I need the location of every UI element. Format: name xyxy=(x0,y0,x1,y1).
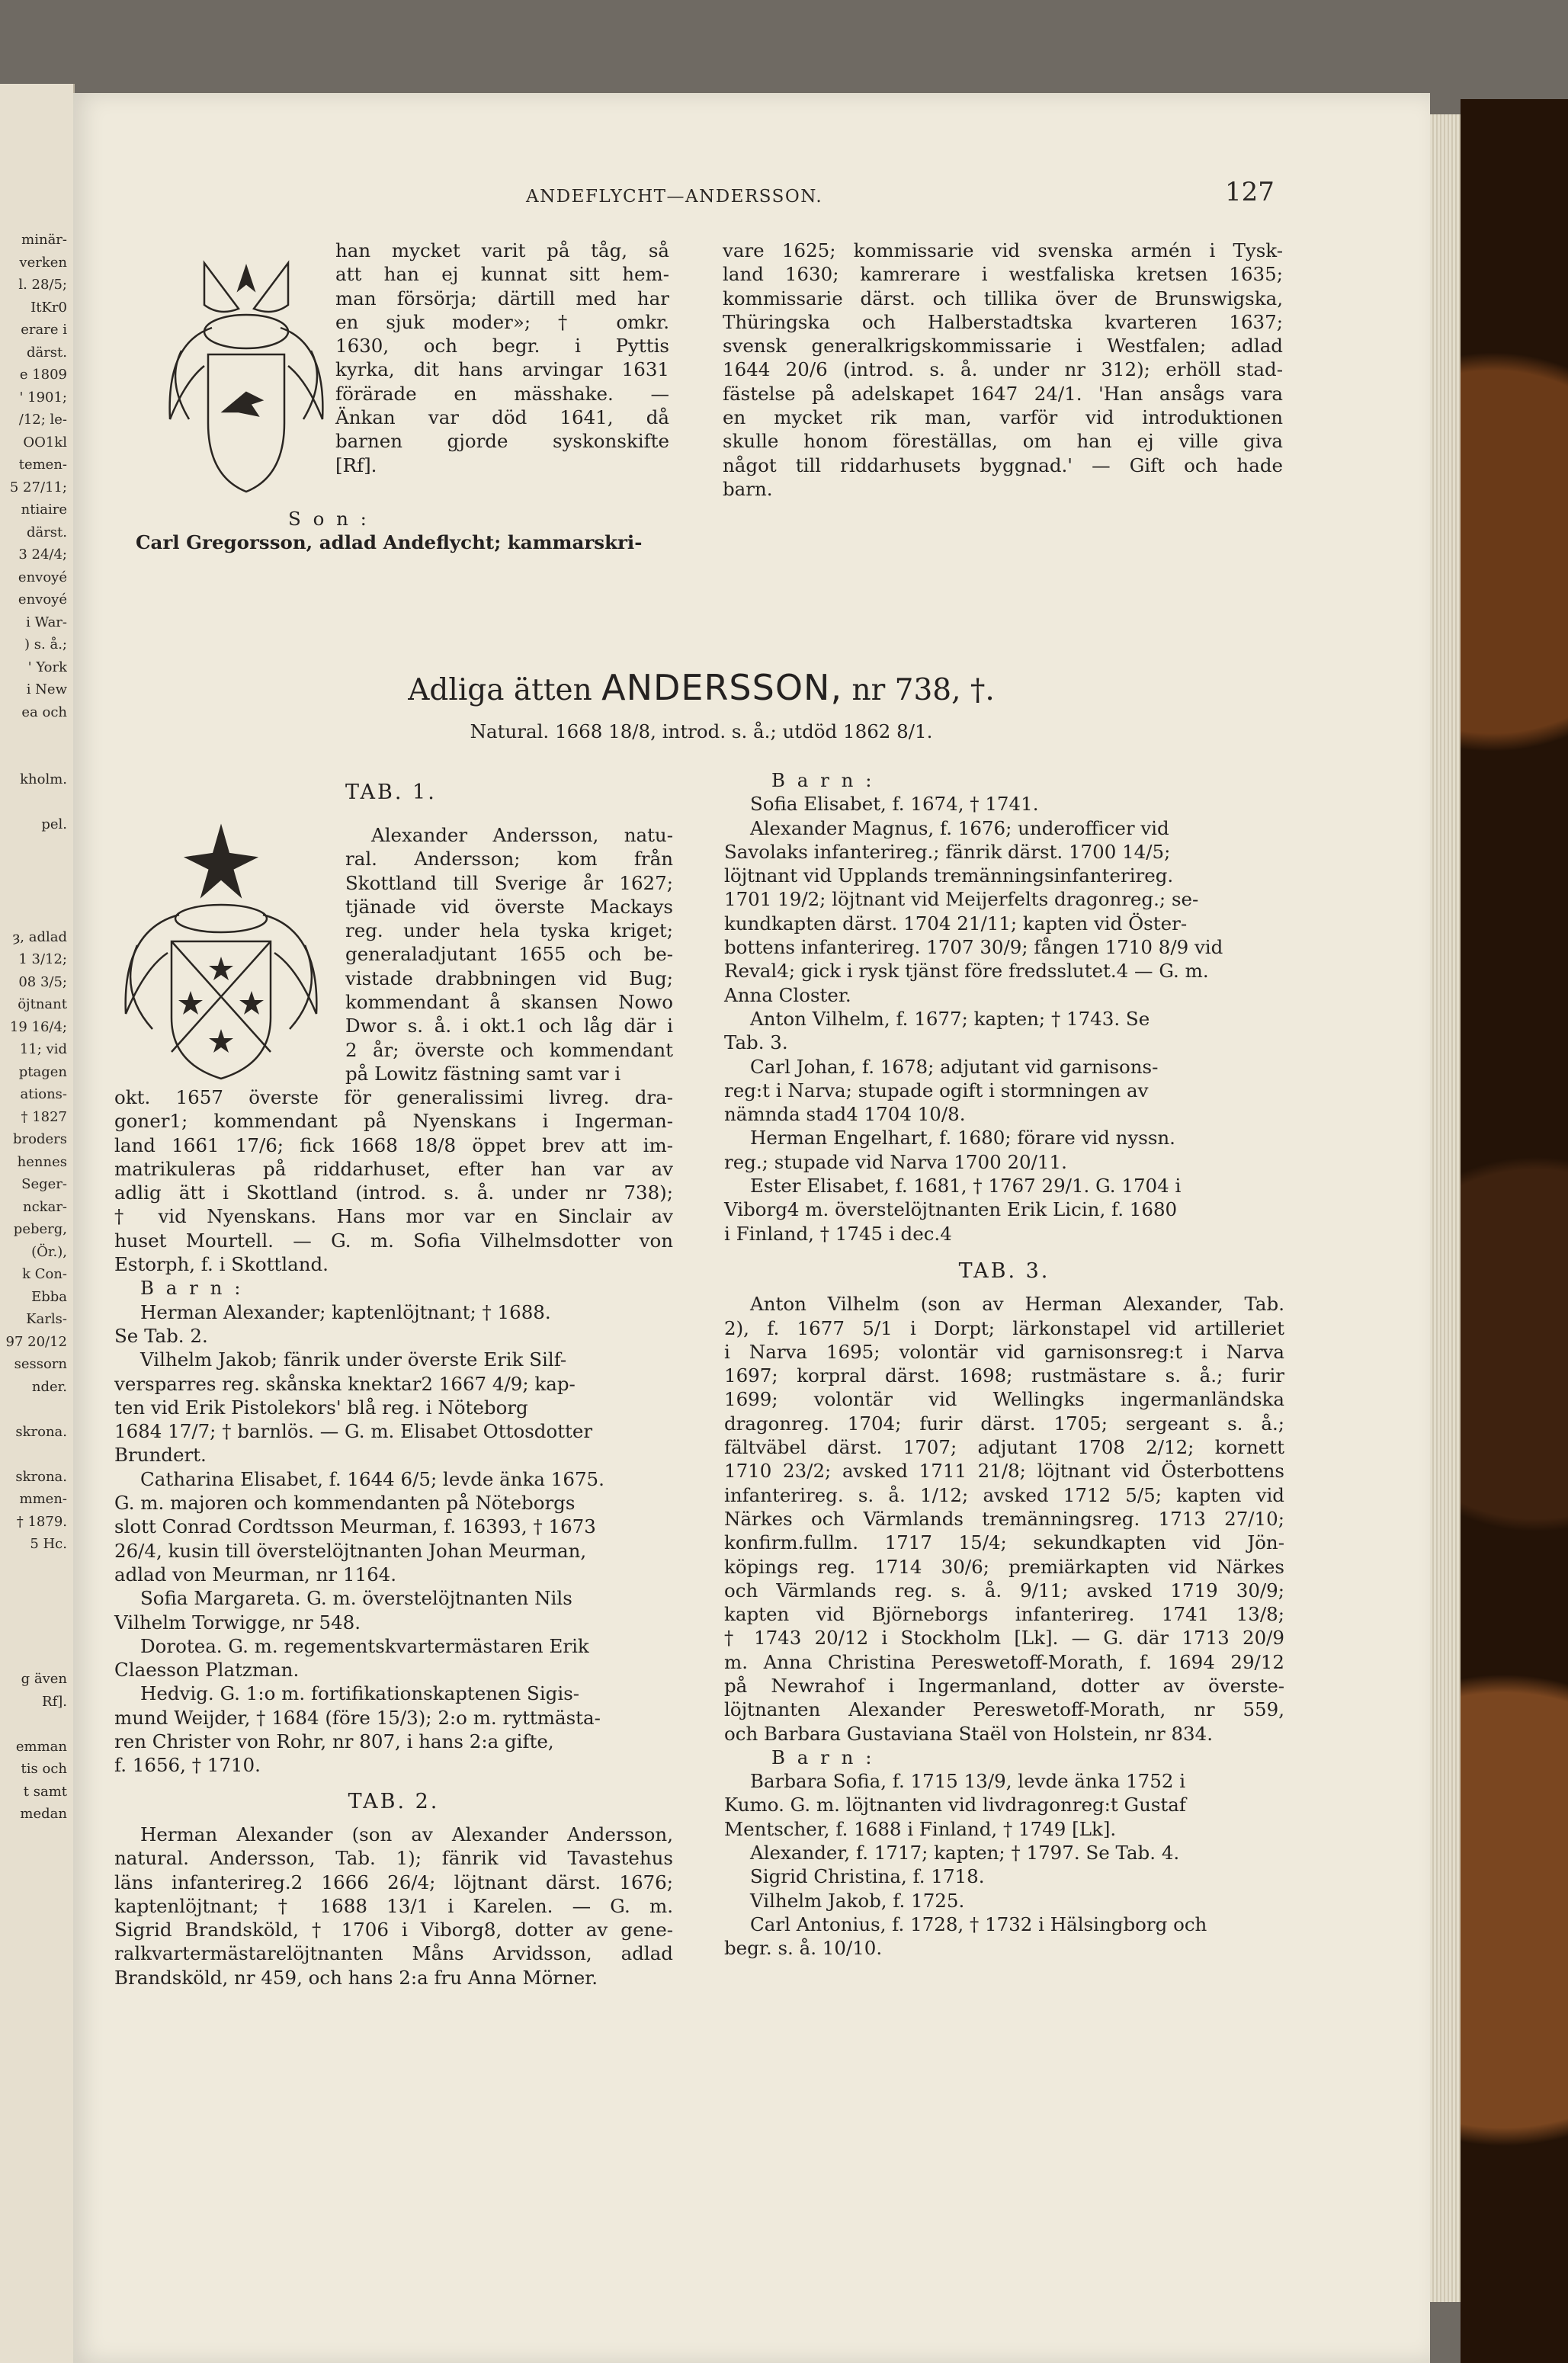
child-entry: Vilhelm Torwigge, nr 548. xyxy=(114,1611,361,1634)
margin-fragment: t samt xyxy=(23,1783,67,1800)
child-entry: Reval4; gick i rysk tjänst före fredsslutet.4 — G. m. xyxy=(724,960,1209,983)
child-entry: Alexander, f. 1717; kapten; † 1797. Se Tab. 4. xyxy=(750,1842,1180,1864)
tab1-line: 2 år; överste och kommendant xyxy=(345,1038,673,1061)
top-right-line: vare 1625; kommissarie vid svenska armén i Tysk- xyxy=(723,239,1283,261)
tab3-line: på Newrahof i Ingermanland, dotter av överste- xyxy=(724,1674,1284,1697)
child-entry: begr. s. å. 10/10. xyxy=(724,1937,883,1960)
tab2-line: läns infanterireg.2 1666 26/4; löjtnant därst. 1676; xyxy=(114,1871,673,1893)
tab1-line: Alexander Andersson, natu- xyxy=(371,824,673,846)
tab3-line: köpings reg. 1714 30/6; premiärkapten vid Närkes xyxy=(724,1555,1284,1578)
top-right-line: 1644 20/6 (introd. s. å. under nr 312); erhöll stad- xyxy=(723,358,1283,381)
margin-fragment xyxy=(2,746,67,769)
tab2-line: Sigrid Brandsköld, † 1706 i Viborg8, dotter av gene- xyxy=(114,1919,673,1941)
margin-fragment xyxy=(2,1713,67,1736)
margin-fragment xyxy=(2,1556,67,1579)
margin-fragment: OO1kl xyxy=(23,434,67,450)
child-entry: i Finland, † 1745 i dec.4 xyxy=(724,1222,952,1245)
margin-fragment: temen- xyxy=(18,457,67,473)
child-entry: reg.; stupade vid Narva 1700 20/11. xyxy=(724,1150,1067,1173)
left-main-column xyxy=(114,1085,673,1989)
margin-fragment: Ebba xyxy=(31,1288,67,1305)
tab1-line: Dwor s. å. i okt.1 och låg där i xyxy=(345,1015,673,1037)
tab3-line: † 1743 20/12 i Stockholm [Lk]. — G. där 1713 20/9 xyxy=(724,1627,1284,1650)
margin-fragment xyxy=(2,1601,67,1624)
left-page-edge xyxy=(0,84,75,2363)
andersson-coat-of-arms-icon xyxy=(114,823,328,1082)
tab1-heading-block xyxy=(345,781,673,804)
margin-fragment: verken xyxy=(19,254,67,271)
top-right-line: kommissarie därst. och tillika över de Brunswigska, xyxy=(723,287,1283,309)
tab2-line: natural. Andersson, Tab. 1); fänrik vid Tavastehus xyxy=(114,1847,673,1870)
margin-fragment xyxy=(2,903,67,926)
margin-fragment: ' York xyxy=(27,659,67,675)
barn-heading-right: B a r n : xyxy=(771,769,875,791)
child-entry: Vilhelm Jakob, f. 1725. xyxy=(750,1889,965,1912)
top-left-line: [Rf]. xyxy=(335,454,377,476)
child-entry: Viborg4 m. överstelöjtnanten Erik Licin, f. 1680 xyxy=(724,1198,1178,1221)
child-entry: Se Tab. 2. xyxy=(114,1324,208,1347)
tab2-line: Brandsköld, nr 459, och hans 2:a fru Anna Mörner. xyxy=(114,1966,598,1989)
top-left-column xyxy=(335,239,669,477)
tab1-line: vistade drabbningen vid Bug; xyxy=(345,967,673,989)
tab3-line: fältväbel därst. 1707; adjutant 1708 2/12; kornett xyxy=(724,1436,1284,1459)
tab3-line: 1710 23/2; avsked 1711 21/8; löjtnant vid Österbottens xyxy=(724,1460,1284,1483)
margin-fragment: g även xyxy=(21,1671,67,1687)
tab1-line: kommendant å skansen Nowo xyxy=(345,991,673,1014)
top-left-line: kyrka, dit hans arvingar 1631 xyxy=(335,358,669,381)
tab2-line: kaptenlöjtnant; † 1688 13/1 i Karelen. — G. m. xyxy=(114,1894,673,1917)
child-entry: Tab. 3. xyxy=(724,1031,788,1054)
child-entry: Catharina Elisabet, f. 1644 6/5; levde änka 1675. xyxy=(140,1467,604,1490)
top-right-line: något till riddarhusets byggnad.' — Gift och hade xyxy=(723,454,1283,476)
tab3-line: och Barbara Gustaviana Staël von Holstein, nr 834. xyxy=(724,1722,1213,1745)
margin-fragment: ptagen xyxy=(18,1063,67,1080)
child-entry: Ester Elisabet, f. 1681, † 1767 29/1. G. 1704 i xyxy=(750,1175,1182,1198)
child-entry: versparres reg. skånska knektar2 1667 4/9; kap- xyxy=(114,1372,576,1395)
tab1-line: huset Mourtell. — G. m. Sofia Vilhelmsdotter von xyxy=(114,1229,673,1252)
margin-fragment xyxy=(2,723,67,746)
child-entry: ren Christer von Rohr, nr 807, i hans 2:a gifte, xyxy=(114,1730,554,1753)
tab1-line: okt. 1657 överste för generalissimi livreg. dra- xyxy=(114,1086,673,1108)
margin-fragment xyxy=(2,1623,67,1646)
top-right-line: fästelse på adelskapet 1647 24/1. 'Han ansågs vara xyxy=(723,382,1283,405)
tab1-line: ral. Andersson; kom från xyxy=(345,848,673,870)
tab2-heading: TAB. 2. xyxy=(348,1789,440,1813)
tab3-line: och Värmlands reg. s. å. 9/11; avsked 1719 30/9; xyxy=(724,1579,1284,1602)
tab3-line: m. Anna Christina Pereswetoff-Morath, f. 1694 29/12 xyxy=(724,1650,1284,1673)
margin-fragment: därst. xyxy=(26,344,67,361)
margin-fragment: öjtnant xyxy=(18,996,67,1012)
child-entry: Anna Closter. xyxy=(724,983,851,1006)
tab1-line: tjänade vid överste Mackays xyxy=(345,895,673,918)
child-entry: 26/4, kusin till överstelöjtnanten Johan Meurman, xyxy=(114,1539,587,1562)
child-entry: Savolaks infanterireg.; fänrik därst. 1700 14/5; xyxy=(724,840,1171,863)
tab3-line: Anton Vilhelm (son av Herman Alexander, Tab. xyxy=(750,1293,1284,1316)
margin-fragment xyxy=(2,1443,67,1466)
margin-fragment: 5 Hc. xyxy=(30,1536,67,1552)
margin-fragment: (Ör.), xyxy=(31,1243,67,1260)
left-margin-fragments xyxy=(2,229,67,1826)
tab3-line: Närkes och Värmlands tremänningsreg. 1713 27/10; xyxy=(724,1507,1284,1530)
child-entry: mund Weijder, † 1684 (före 15/3); 2:o m. ryttmästa- xyxy=(114,1706,601,1729)
child-entry: Vilhelm Jakob; fänrik under överste Erik Silf- xyxy=(140,1348,567,1371)
tab1-line: adlig ätt i Skottland (introd. s. å. under nr 738); xyxy=(114,1182,673,1204)
top-right-line: en mycket rik man, varför vid introduktionen xyxy=(723,406,1283,429)
margin-fragment xyxy=(2,791,67,814)
margin-fragment: e 1809 xyxy=(19,367,67,383)
barn-heading: B a r n : xyxy=(140,1277,244,1300)
margin-fragment: i New xyxy=(26,681,67,697)
margin-fragment: minär- xyxy=(21,232,67,248)
margin-fragment: medan xyxy=(20,1806,67,1822)
margin-fragment: emman xyxy=(15,1738,67,1755)
margin-fragment: Seger- xyxy=(21,1176,67,1192)
margin-fragment: l. 28/5; xyxy=(18,277,67,293)
margin-fragment: /12; le- xyxy=(18,412,67,428)
top-right-line: land 1630; kamrerare i westfaliska kretsen 1635; xyxy=(723,263,1283,286)
top-left-line: förärade en mässhake. — xyxy=(335,382,669,405)
top-left-line: barnen gjorde syskonskifte xyxy=(335,430,669,453)
tab2-line: Herman Alexander (son av Alexander Andersson, xyxy=(140,1823,673,1845)
child-entry: reg:t i Narva; stupade ogift i stormningen av xyxy=(724,1079,1149,1101)
tab1-line: land 1661 17/6; fick 1668 18/8 öppet brev att im- xyxy=(114,1133,673,1156)
tab3-line: löjtnanten Alexander Pereswetoff-Morath, nr 559, xyxy=(724,1698,1284,1721)
margin-fragment: ȝ, adlad xyxy=(12,928,67,945)
child-entry: ten vid Erik Pistolekors' blå reg. i Nöteborg xyxy=(114,1396,528,1419)
title-suffix: nr 738, †. xyxy=(851,673,995,707)
margin-fragment: nckar- xyxy=(23,1198,67,1215)
margin-fragment: ea och xyxy=(21,704,67,720)
margin-fragment: mmen- xyxy=(19,1491,67,1507)
page-number: 127 xyxy=(1225,177,1275,207)
margin-fragment: hennes xyxy=(17,1153,67,1170)
margin-fragment: 1 3/12; xyxy=(18,951,67,967)
margin-fragment: broders xyxy=(13,1131,67,1147)
child-entry: Mentscher, f. 1688 i Finland, † 1749 [Lk]. xyxy=(724,1817,1117,1840)
child-entry: Brundert. xyxy=(114,1444,207,1467)
margin-fragment xyxy=(2,1646,67,1669)
margin-fragment: erare i xyxy=(21,322,67,338)
margin-fragment: ntiaire xyxy=(21,502,67,518)
child-entry: 1684 17/7; † barnlös. — G. m. Elisabet Ottosdotter xyxy=(114,1420,593,1443)
child-entry: Dorotea. G. m. regementskvartermästaren Erik xyxy=(140,1634,589,1657)
child-entry: G. m. majoren och kommendanten på Nöteborgs xyxy=(114,1492,576,1515)
page-edges xyxy=(1430,114,1461,2302)
tab1-line: † vid Nyenskans. Hans mor var en Sinclair av xyxy=(114,1205,673,1228)
margin-fragment xyxy=(2,1578,67,1601)
child-entry: f. 1656, † 1710. xyxy=(114,1754,261,1777)
margin-fragment: skrona. xyxy=(15,1423,67,1440)
margin-fragment: pel. xyxy=(41,816,67,832)
margin-fragment: skrona. xyxy=(15,1468,67,1485)
marbled-cover xyxy=(1461,99,1568,2363)
child-entry: 1701 19/2; löjtnant vid Meijerfelts dragonreg.; se- xyxy=(724,888,1199,911)
margin-fragment: 97 20/12 xyxy=(5,1333,67,1350)
tab3-line: konfirm.fullm. 1717 15/4; sekundkapten vid Jön- xyxy=(724,1531,1284,1554)
son-line: Carl Gregorsson, adlad Andeflycht; kammarskri- xyxy=(136,531,643,554)
margin-fragment xyxy=(2,836,67,859)
top-left-line: en sjuk moder»; † omkr. xyxy=(335,310,669,333)
top-right-line: barn. xyxy=(723,477,773,500)
margin-fragment: ations- xyxy=(20,1086,67,1102)
child-entry: nämnda stad4 1704 10/8. xyxy=(724,1103,966,1126)
tab1-line: matrikuleras på riddarhuset, efter han var av xyxy=(114,1157,673,1180)
tab1-heading: TAB. 1. xyxy=(345,781,437,804)
child-entry: Kumo. G. m. löjtnanten vid livdragonreg:t Gustaf xyxy=(724,1794,1186,1816)
margin-fragment: därst. xyxy=(26,524,67,540)
tab1-line: Estorph, f. i Skottland. xyxy=(114,1253,329,1276)
running-head: ANDEFLYCHT—ANDERSSON. xyxy=(526,187,823,207)
tab1-line: reg. under hela tyska kriget; xyxy=(345,919,673,942)
tab3-line: 1699; volontär vid Wellingks ingermanländska xyxy=(724,1388,1284,1411)
tab1-line: goner1; kommendant på Nyenskans i Ingerman- xyxy=(114,1110,673,1133)
margin-fragment: ' 1901; xyxy=(19,389,67,406)
tab1-line: generaladjutant 1655 och be- xyxy=(345,943,673,966)
child-entry: Carl Johan, f. 1678; adjutant vid garnisons- xyxy=(750,1055,1159,1078)
child-entry: kundkapten därst. 1704 21/11; kapten vid Öster- xyxy=(724,912,1188,935)
child-entry: adlad von Meurman, nr 1164. xyxy=(114,1563,397,1585)
andeflycht-coat-of-arms-icon xyxy=(151,252,341,526)
child-entry: Barbara Sofia, f. 1715 13/9, levde änka 1752 i xyxy=(750,1770,1186,1793)
top-left-line: Änkan var död 1641, då xyxy=(335,406,669,429)
margin-fragment: ) s. å.; xyxy=(24,636,67,652)
margin-fragment: † 1879. xyxy=(16,1513,67,1530)
margin-fragment xyxy=(2,881,67,904)
child-entry: löjtnant vid Upplands tremänningsinfanterireg. xyxy=(724,864,1174,887)
margin-fragment xyxy=(2,1398,67,1421)
top-left-line: man försörja; därtill med har xyxy=(335,287,669,309)
child-entry: slott Conrad Cordtsson Meurman, f. 16393, † 1673 xyxy=(114,1515,596,1538)
margin-fragment: envoyé xyxy=(18,569,67,585)
margin-fragment: k Con- xyxy=(22,1266,67,1282)
tab1-narrow xyxy=(345,823,673,1085)
margin-fragment: 5 27/11; xyxy=(9,479,67,495)
margin-fragment: kholm. xyxy=(20,771,67,787)
top-left-line: att han ej kunnat sitt hem- xyxy=(335,263,669,286)
margin-fragment: peberg, xyxy=(13,1221,67,1237)
title-prefix: Adliga ätten xyxy=(408,673,592,707)
family-subtitle xyxy=(381,720,1021,742)
margin-fragment: 3 24/4; xyxy=(18,547,67,563)
son-block xyxy=(136,507,669,555)
family-title xyxy=(381,667,1021,708)
margin-fragment: 11; vid xyxy=(19,1041,67,1057)
margin-fragment: envoyé xyxy=(18,592,67,608)
son-heading: S o n : xyxy=(288,508,370,530)
child-entry: Alexander Magnus, f. 1676; underofficer vid xyxy=(750,816,1169,839)
top-right-column xyxy=(723,239,1283,501)
child-entry: Sofia Elisabet, f. 1674, † 1741. xyxy=(750,793,1039,816)
tab3-line: i Narva 1695; volontär vid garnisonsreg:t i Narva xyxy=(724,1340,1284,1363)
child-entry: Claesson Platzman. xyxy=(114,1659,300,1682)
margin-fragment: sessorn xyxy=(14,1356,67,1372)
title-name: ANDERSSON, xyxy=(601,667,843,708)
top-right-line: svensk generalkrigskommissarie i Westfalen; adlad xyxy=(723,335,1283,357)
margin-fragment: tis och xyxy=(21,1761,67,1777)
subtitle-text: Natural. 1668 18/8, introd. s. å.; utdöd 1862 8/1. xyxy=(470,720,933,742)
tab1-line: Skottland till Sverige år 1627; xyxy=(345,871,673,894)
child-entry: Hedvig. G. 1:o m. fortifikationskaptenen Sigis- xyxy=(140,1682,580,1705)
top-right-line: skulle honom föreställas, om han ej ville giva xyxy=(723,430,1283,453)
child-entry: Sofia Margareta. G. m. överstelöjtnanten Nils xyxy=(140,1587,572,1610)
tab3-line: 2), f. 1677 5/1 i Dorpt; lärkonstapel vid artilleriet xyxy=(724,1316,1284,1339)
child-entry: Herman Engelhart, f. 1680; förare vid nyssn. xyxy=(750,1127,1175,1149)
barn-heading-right-2: B a r n : xyxy=(771,1746,875,1768)
margin-fragment xyxy=(2,858,67,881)
margin-fragment: 08 3/5; xyxy=(18,973,67,990)
margin-fragment: Rf]. xyxy=(42,1693,67,1710)
child-entry: Herman Alexander; kaptenlöjtnant; † 1688. xyxy=(140,1300,551,1323)
tab3-line: kapten vid Björneborgs infanterireg. 1741 13/8; xyxy=(724,1603,1284,1626)
right-main-column xyxy=(724,768,1284,1961)
margin-fragment: † 1827 xyxy=(21,1108,67,1125)
child-entry: Carl Antonius, f. 1728, † 1732 i Hälsingborg och xyxy=(750,1913,1207,1935)
top-left-line: han mycket varit på tåg, så xyxy=(335,239,669,261)
margin-fragment: Karls- xyxy=(26,1311,67,1327)
tab3-line: infanterireg. s. å. 1/12; avsked 1712 5/5; kapten vid xyxy=(724,1483,1284,1506)
tab3-line: dragonreg. 1704; furir därst. 1705; sergeant s. å.; xyxy=(724,1412,1284,1435)
child-entry: Sigrid Christina, f. 1718. xyxy=(750,1865,985,1888)
margin-fragment: nder. xyxy=(31,1378,67,1395)
margin-fragment: ItKr0 xyxy=(30,299,67,316)
margin-fragment: 19 16/4; xyxy=(9,1018,67,1035)
margin-fragment: i War- xyxy=(26,614,67,630)
tab3-heading: TAB. 3. xyxy=(958,1258,1050,1283)
child-entry: bottens infanterireg. 1707 30/9; fången 1710 8/9 vid xyxy=(724,936,1223,959)
tab3-line: 1697; korpral därst. 1698; rustmästare s. å.; furir xyxy=(724,1364,1284,1387)
child-entry: Anton Vilhelm, f. 1677; kapten; † 1743. Se xyxy=(750,1007,1150,1030)
top-left-line: 1630, och begr. i Pyttis xyxy=(335,335,669,357)
tab1-line: på Lowitz fästning samt var i xyxy=(345,1062,621,1085)
top-right-line: Thüringska och Halberstadtska kvarteren 1637; xyxy=(723,310,1283,333)
tab2-line: ralkvartermästarelöjtnanten Måns Arvidsson, adlad xyxy=(114,1942,673,1965)
